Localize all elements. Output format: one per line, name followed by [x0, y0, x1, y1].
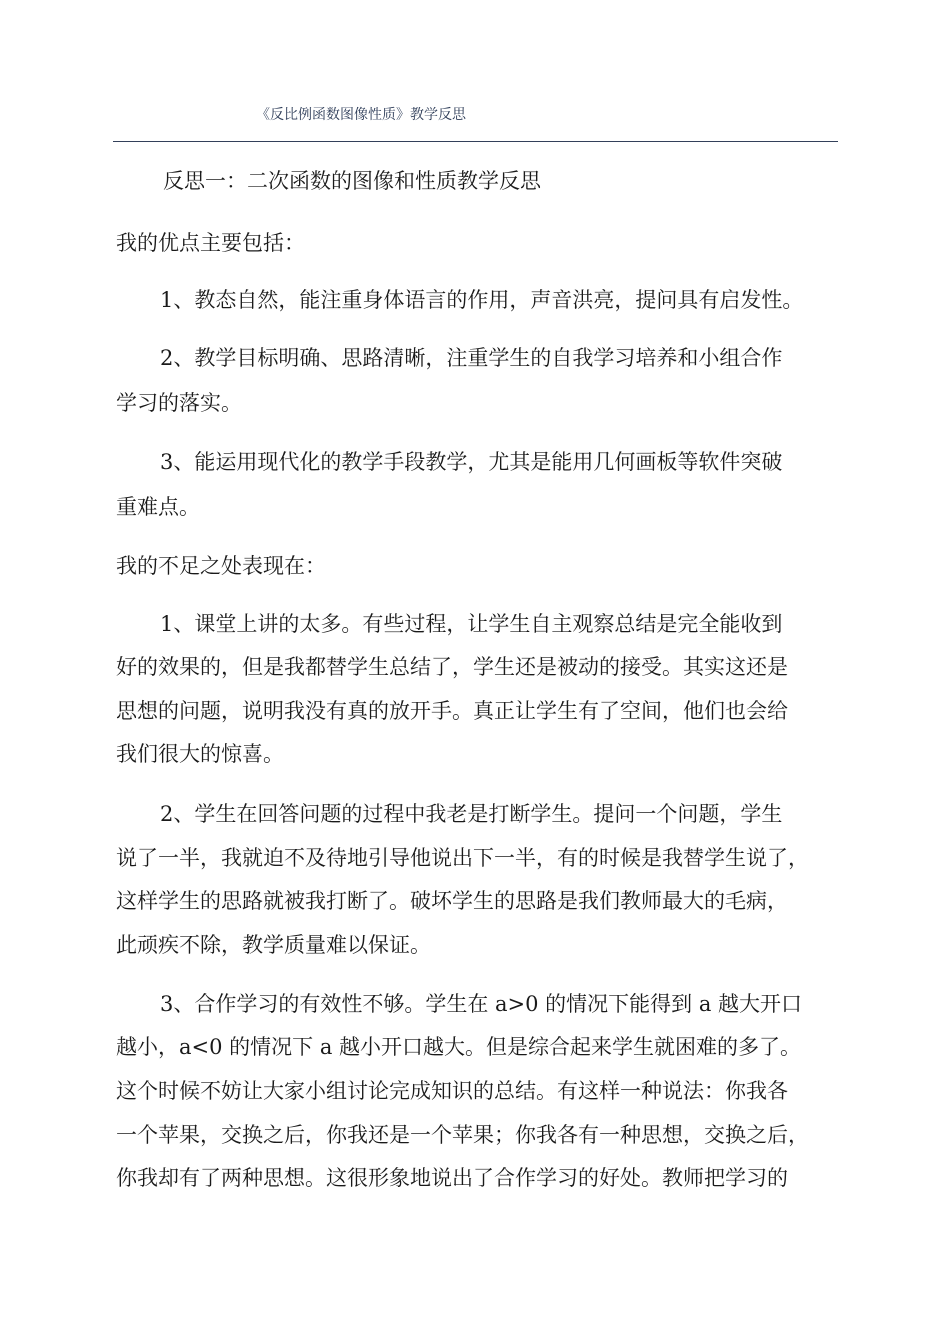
paragraph-line: 越小，a<0 的情况下 a 越小开口越大。但是综合起来学生就困难的多了。: [116, 1035, 802, 1059]
paragraph-line: 思想的问题，说明我没有真的放开手。真正让学生有了空间，他们也会给: [116, 699, 788, 723]
paragraph-line: 你我却有了两种思想。这很形象地说出了合作学习的好处。教师把学习的: [116, 1166, 788, 1190]
paragraph-line: 一个苹果，交换之后，你我还是一个苹果；你我各有一种思想，交换之后，: [116, 1123, 809, 1147]
paragraph-line: 1、教态自然，能注重身体语言的作用，声音洪亮，提问具有启发性。: [160, 288, 804, 312]
paragraph-line: 2、教学目标明确、思路清晰，注重学生的自我学习培养和小组合作: [160, 346, 783, 370]
paragraph-line: 此顽疾不除，教学质量难以保证。: [116, 933, 431, 957]
paragraph-line: 2、学生在回答问题的过程中我老是打断学生。提问一个问题，学生: [160, 802, 783, 826]
paragraph-line: 学习的落实。: [116, 391, 242, 415]
paragraph-line: 这样学生的思路就被我打断了。破坏学生的思路是我们教师最大的毛病，: [116, 889, 788, 913]
paragraph-line: 说了一半，我就迫不及待地引导他说出下一半，有的时候是我替学生说了，: [116, 846, 809, 870]
weaknesses-heading: 我的不足之处表现在：: [116, 554, 326, 578]
paragraph-line: 1、课堂上讲的太多。有些过程，让学生自主观察总结是完全能收到: [160, 612, 783, 636]
paragraph-line: 3、能运用现代化的教学手段教学，尤其是能用几何画板等软件突破: [160, 450, 783, 474]
page-header-title: 《反比例函数图像性质》教学反思: [256, 107, 466, 123]
paragraph-line: 3、合作学习的有效性不够。学生在 a>0 的情况下能得到 a 越大开口: [160, 992, 803, 1016]
paragraph-line: 这个时候不妨让大家小组讨论完成知识的总结。有这样一种说法：你我各: [116, 1079, 788, 1103]
paragraph-line: 我们很大的惊喜。: [116, 742, 284, 766]
header-divider: [113, 141, 838, 142]
paragraph-line: 重难点。: [116, 495, 200, 519]
strengths-heading: 我的优点主要包括：: [116, 231, 305, 255]
paragraph-line: 好的效果的，但是我都替学生总结了，学生还是被动的接受。其实这还是: [116, 655, 788, 679]
section-heading: 反思一：二次函数的图像和性质教学反思: [163, 169, 541, 193]
